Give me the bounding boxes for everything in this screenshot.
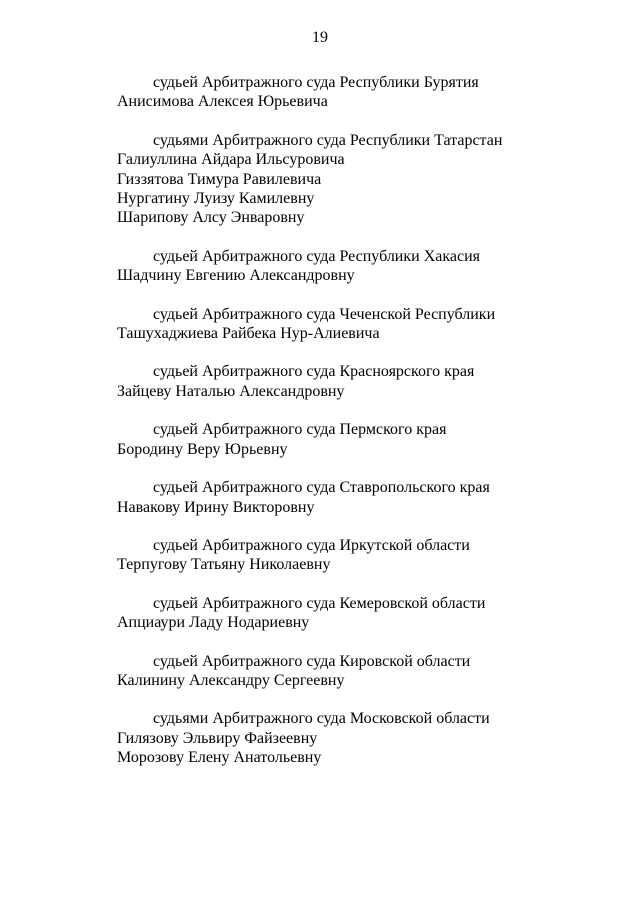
court-heading: судьей Арбитражного суда Иркутской области [153,536,470,554]
judge-name: Бородину Веру Юрьевну [117,440,288,458]
appointment-group [117,305,617,344]
judge-name: Апциаури Ладу Нодариевну [117,614,310,632]
judge-name: Шарипову Алсу Энваровну [117,209,305,227]
appointment-group [117,73,617,112]
court-heading: судьей Арбитражного суда Красноярского края [153,363,475,381]
appointment-group [117,362,617,401]
appointment-group [117,594,617,633]
appointment-group [117,420,617,459]
appointment-group [117,652,617,691]
judge-name: Зайцеву Наталью Александровну [117,382,345,400]
appointment-group [117,478,617,517]
court-heading: судьей Арбитражного суда Республики Бурятия [153,74,479,91]
court-heading: судьями Арбитражного суда Республики Татарстан [153,131,503,149]
court-heading: судьей Арбитражного суда Кемеровской области [153,594,486,612]
court-heading: судьей Арбитражного суда Чеченской Республики [153,305,496,323]
judge-name: Ташухаджиева Райбека Нур-Алиевича [117,325,380,343]
appointment-group [117,709,617,767]
appointment-group [117,131,617,228]
appointment-group [117,536,617,575]
court-heading: судьей Арбитражного суда Кировской области [153,652,471,670]
judge-name: Галиуллина Айдара Ильсуровича [117,151,345,169]
judge-name: Шадчину Евгению Александровну [117,267,355,285]
court-heading: судьей Арбитражного суда Республики Хакасия [153,247,481,265]
judge-name: Нургатину Луизу Камилевну [117,190,315,208]
appointment-group [117,247,617,286]
court-heading: судьей Арбитражного суда Ставропольского края [153,479,490,497]
court-heading: судьями Арбитражного суда Московской области [153,710,490,728]
judge-name: Анисимова Алексея Юрьевича [117,93,328,111]
appointment-list [117,73,617,787]
page-number: 19 [312,29,328,46]
judge-name: Морозову Елену Анатольевну [117,749,322,767]
judge-name: Навакову Ирину Викторовну [117,498,315,516]
judge-name: Терпугову Татьяну Николаевну [117,556,331,574]
judge-name: Гилязову Эльвиру Файзеевну [117,729,318,747]
court-heading: судьей Арбитражного суда Пермского края [153,421,447,439]
judge-name: Гиззятова Тимура Равилевича [117,170,322,188]
judge-name: Калинину Александру Сергеевну [117,671,345,689]
